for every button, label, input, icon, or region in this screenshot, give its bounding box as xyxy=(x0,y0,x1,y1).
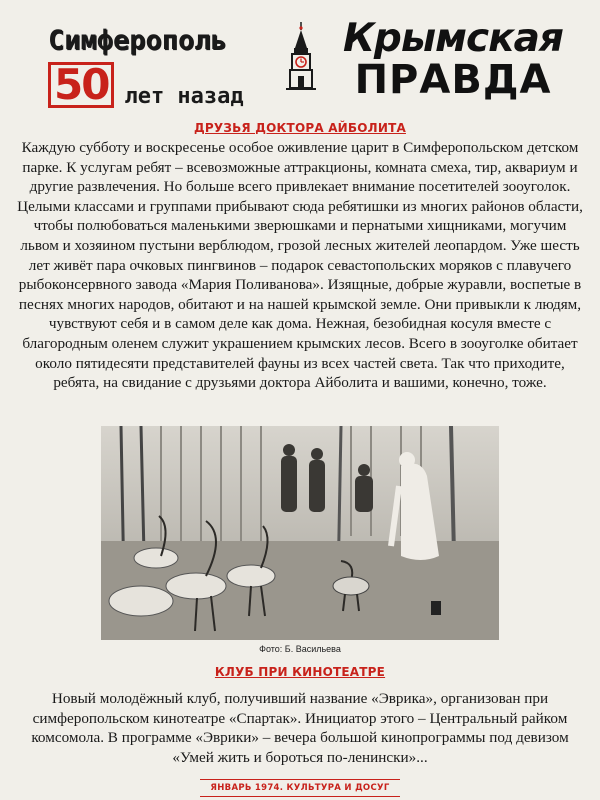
article2-title: КЛУБ ПРИ КИНОТЕАТРЕ xyxy=(214,665,386,679)
page-header xyxy=(0,0,600,115)
clock-tower-icon xyxy=(283,22,319,90)
years-ago-row xyxy=(48,62,268,108)
newspaper-logo xyxy=(338,16,568,103)
zoo-photo xyxy=(101,426,499,640)
article1-title: ДРУЗЬЯ ДОКТОРА АЙБОЛИТА xyxy=(194,121,406,135)
years-text: лет назад xyxy=(124,84,244,109)
footer-issue-label: ЯНВАРЬ 1974. КУЛЬТУРА И ДОСУГ xyxy=(200,779,400,797)
series-brand xyxy=(48,26,268,108)
city-name: Симферополь xyxy=(48,25,227,56)
article2-text: Новый молодёжный клуб, получивший название «Эврика», организован при симферопольском кинотеатре «Спартак». Инициатор этого – Центральный райком комсомола. В программе «Эврики» – вечера большой кинопрограммы под девизом «Умей жить и бороться по-ленински»... xyxy=(31,690,569,766)
years-number: 50 xyxy=(48,62,114,108)
article1-text: Каждую субботу и воскресенье особое оживление царит в Симферопольском детском парке. К услугам ребят – всевозможные аттракционы, комната смеха, тир, аквариум и другие развлечения. Но больше всего привлекает внимание посетителей зооуголок. Целыми классами и группами прибывают сюда ребятишки из многих районов области, чтобы полюбоваться маленькими зверюшками и пернатыми хищниками, могучим львом и хозяином пустыни верблюдом, грозой лесных жителей леопардом. Уже шесть лет живёт пара очковых пингвинов – подарок севастопольских моряков с плавучего рыбоконсервного завода «Мария Поливанова». Изящные, добрые журавли, воспетые в песнях многих народов, обитают и на нашей крымской земле. Они привыкли к людям, чувствуют себя и в самом деле как дома. Нежная, безобидная косуля вместе с благородным оленем служит украшением крымских лесов. Всего в зооуголке обитает около пятидесяти представителей фауны из всех частей света. Так что приходите, ребята, на свидание с друзьями доктора Айболита и вашими, конечно, тоже. xyxy=(17,139,583,392)
newspaper-name-line1: Крымская xyxy=(343,16,563,61)
photo-caption: Фото: Б. Васильева xyxy=(259,644,341,654)
newspaper-name-line2: ПРАВДА xyxy=(354,57,552,103)
